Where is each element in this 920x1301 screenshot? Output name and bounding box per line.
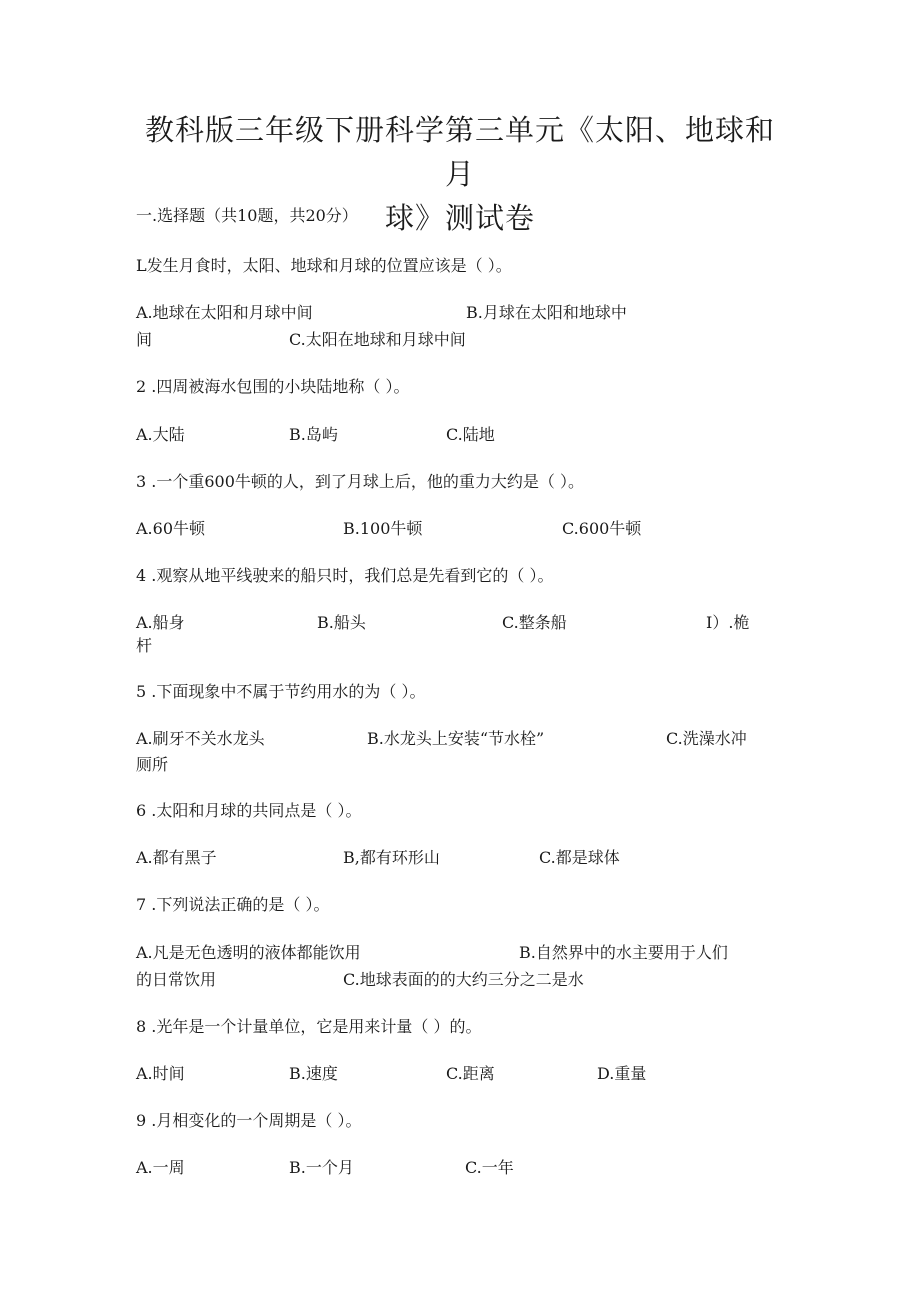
question-6-option-a: A.都有黑子 [136, 848, 217, 867]
question-9-option-b: B.一个月 [289, 1158, 354, 1177]
question-8-stem: 8 .光年是一个计量单位，它是用来计量（ ）的。 [136, 1017, 482, 1036]
question-7-option-b-wrap: 的日常饮用 [136, 970, 217, 989]
question-1-option-c: C.太阳在地球和月球中间 [289, 330, 466, 349]
question-5-option-c: C.洗澡水冲 [666, 729, 747, 748]
question-5-option-b: B.水龙头上安装“节水栓” [367, 729, 545, 748]
question-8-option-d: D.重量 [597, 1064, 647, 1083]
question-2-stem: 2 .四周被海水包围的小块陆地称（ ）。 [136, 377, 410, 396]
question-9-stem: 9 .月相变化的一个周期是（ ）。 [136, 1111, 362, 1130]
question-2-option-b: B.岛屿 [289, 425, 338, 444]
question-7-option-c: C.地球表面的的大约三分之二是水 [343, 970, 584, 989]
question-1-stem: L发生月食时，太阳、地球和月球的位置应该是（ ）。 [136, 256, 512, 275]
section-heading: 一.选择题（共10题，共20分） [136, 206, 358, 225]
question-8-option-c: C.距离 [446, 1064, 495, 1083]
question-6-option-c: C.都是球体 [539, 848, 620, 867]
question-5-option-a: A.刷牙不关水龙头 [136, 729, 265, 748]
question-4-stem: 4 .观察从地平线驶来的船只时，我们总是先看到它的（ ）。 [136, 566, 554, 585]
title-line-1: 教科版三年级下册科学第三单元《太阳、地球和月 [144, 113, 775, 191]
question-3-option-c: C.600牛顿 [562, 519, 642, 538]
question-4-option-b: B.船头 [317, 613, 366, 632]
question-4-option-c: C.整条船 [502, 613, 567, 632]
question-6-stem: 6 .太阳和月球的共同点是（ ）。 [136, 801, 362, 820]
question-5-stem: 5 .下面现象中不属于节约用水的为（ ）。 [136, 682, 426, 701]
question-7-option-a: A.凡是无色透明的液体都能饮用 [136, 943, 361, 962]
question-5-option-c-wrap: 厕所 [136, 755, 169, 774]
question-4-option-d: I）.桅 [706, 613, 750, 632]
question-2-option-a: A.大陆 [136, 425, 185, 444]
question-1-option-a: A.地球在太阳和月球中间 [136, 303, 313, 322]
question-4-option-a: A.船身 [136, 613, 185, 632]
question-3-option-a: A.60牛顿 [136, 519, 206, 538]
question-4-option-d-wrap: 杆 [136, 636, 153, 655]
question-8-option-a: A.时间 [136, 1064, 185, 1083]
question-6-option-b: B,都有环形山 [343, 848, 440, 867]
question-1-option-b-wrap: 间 [136, 330, 153, 349]
question-3-stem: 3 .一个重600牛顿的人，到了月球上后，他的重力大约是（ ）。 [136, 472, 584, 491]
question-9-option-a: A.一周 [136, 1158, 185, 1177]
question-1-option-b: B.月球在太阳和地球中 [466, 303, 627, 322]
question-2-option-c: C.陆地 [446, 425, 495, 444]
question-8-option-b: B.速度 [289, 1064, 338, 1083]
question-7-option-b: B.自然界中的水主要用于人们 [519, 943, 728, 962]
question-3-option-b: B.100牛顿 [343, 519, 423, 538]
question-7-stem: 7 .下列说法正确的是（ ）。 [136, 895, 330, 914]
question-9-option-c: C.一年 [465, 1158, 514, 1177]
title-line-2: 球》测试卷 [384, 201, 535, 235]
